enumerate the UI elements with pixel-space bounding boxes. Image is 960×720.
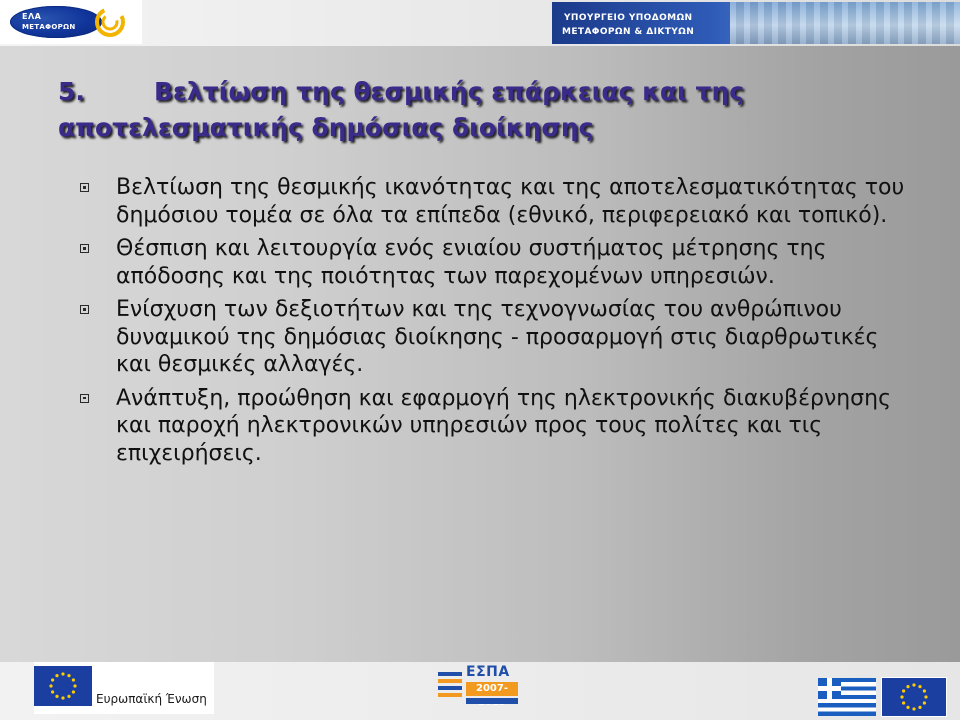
square-bullet-icon [80,305,89,314]
eu-flag-icon [882,678,946,716]
bullet-list [74,174,914,473]
eu-logo-block [34,662,214,714]
bullet-text: Ενίσχυση των δεξιοτήτων και της τεχνογνωσίας του ανθρώπινου δυναμικού της δημόσιας διοίκησης - προσαρμογή στις διαρθρωτικές και θεσμικές αλλαγές. [116,297,879,377]
title-number: 5. [58,77,85,106]
logo-text-line1: ΕΛΑ [22,12,42,21]
bullet-text: Θέσπιση και λειτουργία ενός ενιαίου συστήματος μέτρησης της απόδοσης και της ποιότητας των παρεχομένων υπηρεσιών. [116,236,827,289]
square-bullet-icon [80,183,89,192]
square-bullet-icon [80,244,89,253]
logo-text-line2: ΜΕΤΑΦΟΡΩΝ [22,23,76,31]
banner-photo-strip [730,2,960,44]
eu-label: Ευρωπαϊκή Ένωση [96,692,207,706]
square-bullet-icon [80,394,89,403]
ministry-line2: ΜΕΤΑΦΟΡΩΝ & ΔΙΚΤΥΩΝ [562,27,695,37]
logo-oval-icon [10,6,102,38]
list-item [74,385,914,468]
bullet-text: Βελτίωση της θεσμικής ικανότητας και της αποτελεσματικότητας του δημόσιου τομέα σε όλα τα επίπεδα (εθνικό, περιφερειακό και τοπικό). [116,175,905,228]
title-text: Βελτίωση της θεσμικής επάρκειας και της αποτελεσματικής δημόσιας διοίκησης [58,77,745,142]
organization-logo [0,0,142,44]
espa-title: ΕΣΠΑ [466,664,510,680]
list-item [74,174,914,229]
espa-underline [466,698,518,704]
bullet-text: Ανάπτυξη, προώθηση και εφαρμογή της ηλεκτρονικής διακυβέρνησης και παροχή ηλεκτρονικών υπηρεσιών προς τους πολίτες και τις επιχειρήσεις. [116,385,891,466]
ministry-banner [552,2,960,44]
ministry-line1: ΥΠΟΥΡΓΕΙΟ ΥΠΟΔΟΜΩΝ [564,13,693,23]
espa-logo [436,664,520,710]
list-item [74,235,914,290]
greek-flag-icon [818,678,876,716]
eu-flag-icon [34,666,92,706]
swirl-icon [92,5,128,39]
list-item [74,296,914,379]
espa-years: 2007- [466,682,518,696]
slide-title [58,74,918,146]
espa-mark-icon [436,668,464,702]
greek-flag-cross [818,678,841,699]
